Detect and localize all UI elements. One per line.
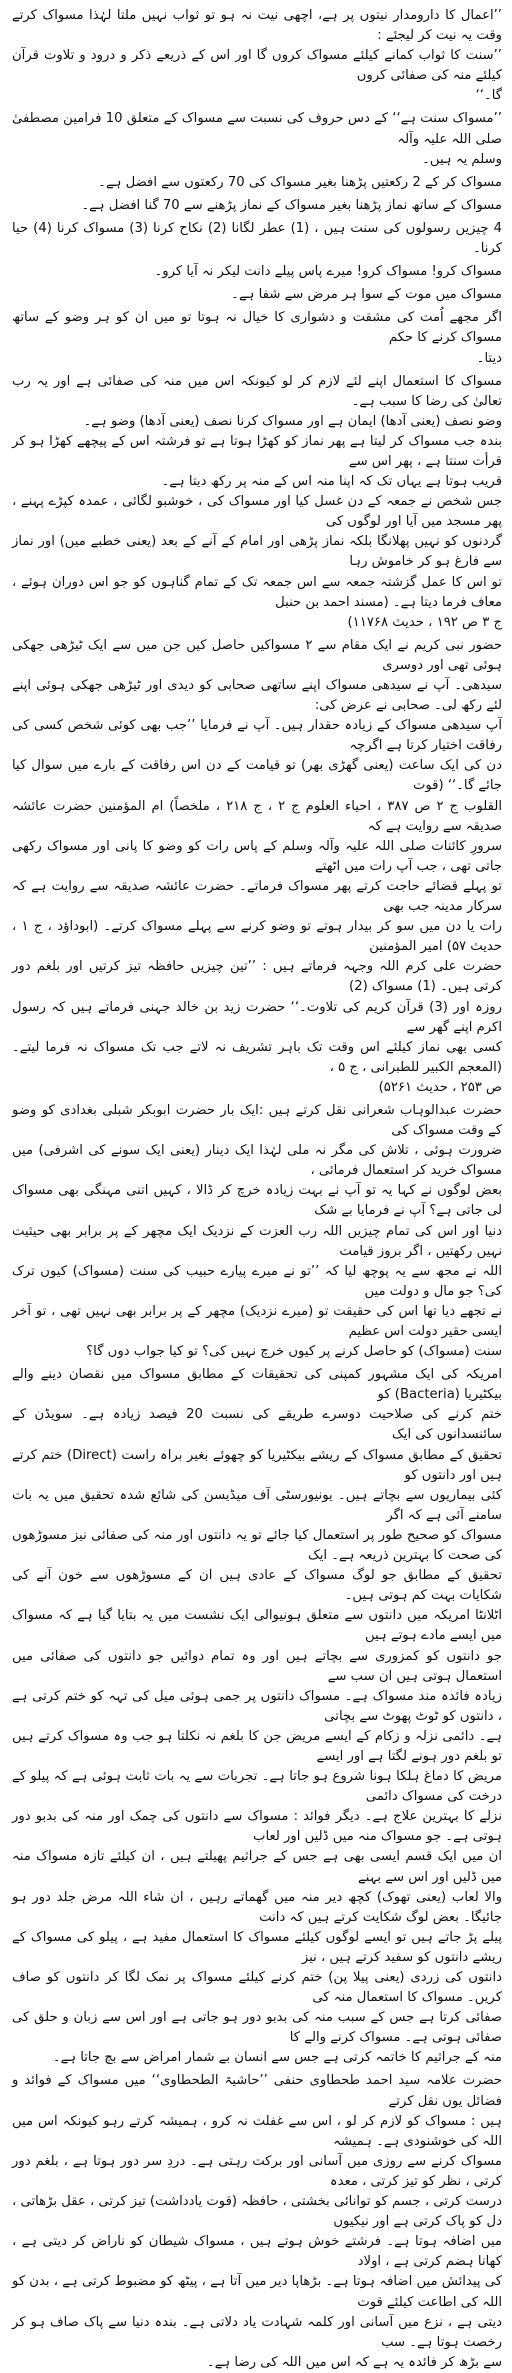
text-line: وسلم یہ ہیں۔ (422, 151, 502, 167)
text-line: گردنوں کو نہیں پھلانگا بلکہ نماز پڑھی اور امام کے آنے کے بعد (یعنی خطبے میں) اور نماز سے فارغ ہو کر خاموش رہا (12, 534, 502, 570)
text-line: ’’اعمال کا دارومدار نیتوں پر ہے، اچھی نیت نہ ہو تو ثواب نہیں ملتا لہٰذا مسواک کرتے وقت یہ نیت کر لیجئے : (12, 8, 502, 44)
text-line: مسواک کا استعمال اپنے لئے لازم کر لو کیونکہ اس میں منہ کی صفائی ہے اور یہ رب تعالیٰ کی رضا کا سبب ہے۔ (12, 373, 502, 409)
paragraph (12, 2071, 502, 2372)
text-line: امریکہ کی ایک مشہور کمپنی کی تحقیقات کے مطابق مسواک میں نقصان دینے والے بیکٹیریا (Bacteria) کو (12, 1367, 502, 1403)
text-line: اگر مجھے اُمت کی مشقت و دشواری کا خیال نہ ہوتا تو میں ان کو ہر وضو کے ساتھ مسواک کرنے کا حکم (12, 310, 502, 346)
text-line: ختم کرنے کی صلاحیت دوسرے طریقے کی نسبت 20 فیصد زیادہ ہے۔ سویڈن کے سائنسدانوں کی ایک (12, 1407, 502, 1443)
text-line: زیادہ فائدہ مند مسواک ہے۔ مسواک دانتوں پر جمی ہوئی میل کی تہہ کو ختم کرتی ہے ، دانتوں کو ٹوٹ پھوٹ سے بچاتی (12, 1688, 502, 1724)
paragraph (12, 1365, 502, 2068)
text-line: حضرت عبدالوہاب شعرانی نقل کرتے ہیں :ایک بار حضرت ابوبکر شبلی بغدادی کو وضو کے وقت مسواک کی (12, 1102, 502, 1139)
text-line: بعض لوگوں نے کہا یہ تو آپ نے بہت زیادہ خرچ کر ڈالا ، کہیں اتنی مہنگی بھی مسواک لی جاتی ہے؟ آپ نے فرمایا بے شک (12, 1183, 502, 1219)
text-line: مسواک کرو! مسواک کرو! میرے پاس پیلے دانت لیکر نہ آیا کرو۔ (154, 264, 502, 280)
text-line: روزہ اور (3) قرآن کریم کی تلاوت۔‘‘ حضرت زید بن خالد جہنی فرماتے ہیں کہ رسول اکرم اپنے گھر سے (12, 999, 503, 1035)
text-line: القلوب ج ۲ ص ۳۸۷ ، احیاء العلوم ج ۲ ، ج ۲۱۸ ، ملخصاً) ام المؤمنین حضرت عائشہ صدیقہ سے روایت ہے کہ (12, 798, 502, 834)
paragraph (12, 372, 502, 633)
text-line: سیدھی۔ آپ نے سیدھی مسواک اپنے ساتھی صحابی کو دیدی اور ٹیڑھی جھکی ہوئی اپنے لئے رکھ لی۔ صحابی نے عرض کی: (12, 678, 502, 714)
text-line: تو پہلے قضائے حاجت کرتے پھر مسواک فرماتے۔ حضرت عائشہ صدیقہ سے روایت ہے کہ سرکار مدینہ جب بھی (12, 878, 502, 915)
paragraph (12, 196, 502, 216)
text-line: ص ۲۵۳ ، حدیث ۵۲۶۱) (378, 1079, 502, 1095)
text-line: جس شخص نے جمعہ کے دن غسل کیا اور مسواک کی ، خوشبو لگائی ، عمدہ کپڑے پہنے ، پھر مسجد میں آیا اور لوگوں کی (12, 494, 502, 530)
paragraph (12, 636, 502, 1098)
text-line: تحقیق کے مطابق جو لوگ مسواک کے عادی ہیں ان کے مسوڑھوں سے خون آنے کی شکایات بہت کم ہوتی ہیں۔ (12, 1568, 502, 1604)
text-line: ان میں ایک قسم ایسی بھی ہے جس کے جراثیم پھیلتے ہیں ، ان کیلئے تازہ مسواک منہ میں ڈلیں اور اس سے بہنے (12, 1849, 502, 1885)
text-line: آپ سیدھی مسواک کے زیادہ حقدار ہیں۔ آپ نے فرمایا ’’جب بھی کوئی شخص کسی کی رفاقت اختیار کرتا ہے اگرچہ (12, 718, 502, 754)
paragraph (12, 285, 502, 305)
text-line: نزلے کا بہترین علاج ہے۔ دیگر فوائد : مسواک سے دانتوں کی چمک اور منہ کی بدبو دور ہوتی ہے۔ جو مسواک منہ میں ڈلیں اور لعاب (12, 1809, 502, 1845)
text-line: گا۔‘‘ (475, 88, 502, 104)
text-line: مسواک کرنے سے روزی میں آسانی اور برکت رہتی ہے۔ دردِ سر دور ہوتا ہے ، بلغم دور کرتی ، نظر کو تیز کرتی ، معدہ (12, 2153, 502, 2189)
paragraph (12, 1101, 502, 1362)
text-line: حضور نبی کریم نے ایک مقام سے ۲ مسواکیں حاصل کیں جن میں سے ایک ٹیڑھی جھکی ہوئی تھی اور دوسری (12, 637, 502, 673)
text-line: ج ۳ ص ۱۹۲ ، حدیث ۱۱۷۶۸) (347, 614, 502, 630)
text-line: نے تجھے دیا تھا اس کی حقیقت تو (میرے نزدیک) مچھر کے پر برابر بھی نہیں تھی ، تو آخر ایسی حقیر دولت اس عظیم (12, 1303, 502, 1339)
text-line: ’’سنت کا ثواب کمانے کیلئے مسواک کروں گا اور اس کے ذریعے ذکر و درود و تلاوت قرآن کیلئے منہ کی صفائی کروں (12, 48, 502, 84)
text-line: وضو نصف (یعنی آدھا) ایمان ہے اور مسواک کرنا نصف (یعنی آدھا) وضو ہے۔ (83, 413, 502, 429)
paragraph (12, 219, 502, 259)
text-line: پیلے پڑ جاتے ہیں تو ایسے لوگوں کیلئے مسواک کا استعمال مفید ہے ، پیلو کی مسواک کے ریشے دانتوں کو سفید کرتے ہیں ، نیز (12, 1929, 502, 1965)
text-line: 4 چیزیں رسولوں کی سنت ہیں ، (1) عطر لگانا (2) نکاح کرنا (3) مسواک کرنا (4) حیا کرنا۔ (12, 220, 502, 257)
text-line: میں اضافہ ہوتا ہے۔ فرشتے خوش ہوتے ہیں ، مسواک شیطان کو ناراض کر دیتی ہے ، کھانا ہضم کرتی ہے ، اولاد (12, 2234, 502, 2270)
text-line: مریض کا دماغ ہلکا ہونا شروع ہو جاتا ہے۔ تجربات سے یہ بات ثابت ہوئی ہے کہ پیلو کے درخت کی مسواک دائمی (12, 1769, 502, 1805)
text-line: سنت (مسواک) کو حاصل کرنے پر کیوں خرچ نہیں کی؟ تو کیا جواب دوں گا؟ (86, 1344, 502, 1360)
text-line: اللہ نے مجھ سے یہ پوچھ لیا کہ ’’تو نے میرے پیارے حبیب کی سنت (مسواک) کیوں ترک کی؟ جو مال و دولت میں (12, 1263, 502, 1299)
text-line: قریب ہوتا ہے یہاں تک کہ اپنا منہ اس کے منہ پر رکھ دیتا ہے۔ (161, 474, 502, 490)
text-line: کسی بھی نماز کیلئے اس وقت تک باہر تشریف نہ لاتے جب تک مسواک نہ فرما لیتے۔ (المعجم الکبیر للطبرانی ، ج ۵ ، (12, 1039, 502, 1075)
text-line: اٹلانٹا امریکہ میں دانتوں سے متعلق ہونیوالی ایک نشست میں یہ بتایا گیا ہے کہ مسواک میں ایسے مادے ہوتے ہیں (12, 1608, 502, 1644)
text-line: دانتوں کی زردی (یعنی پیلا پن) ختم کرنے کیلئے مسواک پر نمک لگا کر دانتوں کو صاف کریں۔ مسواک کا استعمال منہ کی (12, 1970, 502, 2006)
text-line: مسواک میں موت کے سوا ہر مرض سے شفا ہے۔ (231, 287, 502, 303)
paragraph (12, 308, 502, 368)
text-line: ہیں : مسواک کو لازم کر لو ، اس سے غفلت نہ کرو ، ہمیشہ کرتے رہو کیونکہ اس میں اللہ کی خوشنودی ہے۔ ہمیشہ (12, 2113, 502, 2149)
text-line: دنیا اور اس کی تمام چیزیں اللہ رب العزت کے نزدیک ایک مچھر کے پر برابر بھی حیثیت نہیں رکھتیں ، اگر بروز قیامت (12, 1223, 502, 1259)
text-line: کی پیدائش میں اضافہ ہوتا ہے۔ بڑھاپا دیر میں آتا ہے ، پیٹھ کو مضبوط کرتی ہے ، بدن کو اللہ کی اطاعت کیلئے قوت (12, 2274, 502, 2310)
text-line: منہ کے جراثیم کا خاتمہ کرتی ہے جس سے انسان بے شمار امراض سے بچ جاتا ہے۔ (52, 2050, 502, 2066)
text-line: ضرورت ہوئی ، تلاش کی مگر نہ ملی لہٰذا ایک دینار (یعنی ایک سونے کی اشرفی) میں مسواک خرید کر استعمال فرمائی ، (12, 1143, 502, 1179)
paragraph (12, 6, 502, 106)
text-line: مسواک کے ساتھ نماز پڑھنا بغیر مسواک کے نماز پڑھنے سے 70 گنا افضل ہے۔ (81, 197, 502, 213)
paragraph (12, 109, 502, 169)
text-line: والا لعاب (یعنی تھوک) کچھ دیر منہ میں گھماتے رہیں ، ان شاء اللہ مرض جلد دور ہو جائیگا۔ بعض لوگ شکایت کرتے ہیں کہ دانت (12, 1889, 502, 1925)
text-line: مسواک کو صحیح طور پر استعمال کیا جائے تو یہ دانتوں اور منہ کی صفائی نیز مسوڑھوں کی صحت کا بہترین ذریعہ ہے۔ ایک (12, 1527, 502, 1564)
text-line: درست کرتی ، جسم کو توانائی بخشتی ، حافظہ (قوت یادداشت) تیز کرتی ، عقل بڑھاتی ، دل کو پاک کرتی ہے اور نیکیوں (12, 2194, 502, 2230)
text-line: صفائی کرتا ہے جس کے سبب منہ کی بدبو دور ہو جاتی ہے اور اس سے زبان و حلق کی صفائی ہوتی ہے۔ مسواک کرنے والے کا (12, 2010, 502, 2046)
text-line: تحقیق کے مطابق مسواک کے ریشے بیکٹیریا کو چھوئے بغیر براہ راست (Direct) ختم کرتے ہیں اور دانتوں کو (12, 1447, 502, 1483)
paragraph (12, 173, 502, 193)
text-line: سرورِ کائنات صلی اللہ علیہ وآلہ وسلم کے پاس رات کو وضو کا پانی اور مسواک رکھی جاتی تھی ، جب آپ رات میں اٹھتے (12, 838, 502, 874)
text-line: ’’مسواک سنت ہے‘‘ کے دس حروف کی نسبت سے مسواک کے متعلق 10 فرامین مصطفیٰ صلی اللہ علیہ وآلہ (12, 111, 502, 147)
text-line: حضرت علامہ سید احمد طحطاوی حنفی ’’حاشیۃ الطحطاوی‘‘ میں مسواک کے فوائد و فضائل یوں نقل کرتے (12, 2073, 502, 2109)
text-line: جو دانتوں کو کمزوری سے بچاتے ہیں اور وہ تمام دوائیں جو دانتوں کی صفائی میں استعمال ہوتی ہیں ان سب سے (12, 1648, 502, 1684)
text-line: ہے۔ دائمی نزلہ و زکام کے ایسے مریض جن کا بلغم نہ نکلتا ہو جب وہ مسواک کرتے ہیں تو بلغم دور ہونے لگتا ہے اور ایسے (12, 1728, 502, 1764)
text-line: حضرت علی کرم اللہ وجہہ فرماتے ہیں : ’’تین چیزیں حافظہ تیز کرتیں اور بلغم دور کرتی ہیں۔ (1) مسواک (2) (12, 959, 502, 995)
text-line: دیتی ہے ، نزع میں آسانی اور کلمہ شہادت یاد دلاتی ہے۔ بندہ دنیا سے پاک صاف ہو کر رخصت ہوتا ہے۔ سب (12, 2314, 502, 2350)
text-line: بندہ جب مسواک کر لیتا ہے پھر نماز کو کھڑا ہوتا ہے تو فرشتہ اس کے پیچھے کھڑا ہو کر قرأت سنتا ہے ، پھر اس سے (12, 433, 502, 469)
paragraph (12, 262, 502, 282)
text-line: دیتا۔ (476, 350, 502, 366)
text-line: دن کی ایک ساعت (یعنی گھڑی بھر) تو قیامت کے دن اس رفاقت کے بارے میں سوال کیا جائے گا۔‘‘ (قوت (12, 758, 502, 794)
text-line: کئی بیماریوں سے بچاتے ہیں۔ یونیورسٹی آف میڈیسن کی شائع شدہ تحقیق میں یہ بات سامنے آئی ہے کہ اگر (12, 1487, 502, 1523)
text-line: مسواک کر کے 2 رکعتیں پڑھنا بغیر مسواک کی 70 رکعتوں سے افضل ہے۔ (98, 174, 502, 190)
text-line: سے بڑھ کر فائدہ یہ ہے کہ اس میں اللہ کی رضا ہے۔ (207, 2354, 502, 2370)
text-line: رات یا دن میں سو کر بیدار ہوتے تو وضو کرنے سے پہلے مسواک کرتے۔ (ابوداؤد ، ج ۱ ، حدیث ۵۷) امیر المؤمنین (12, 919, 502, 955)
text-line: تو اس کا عمل گزشتہ جمعہ سے اس جمعہ تک کے تمام گناہوں کو جو اس دوران ہوئے ، معاف فرما دیتا ہے۔ (مسند احمد بن حنبل (12, 574, 502, 610)
